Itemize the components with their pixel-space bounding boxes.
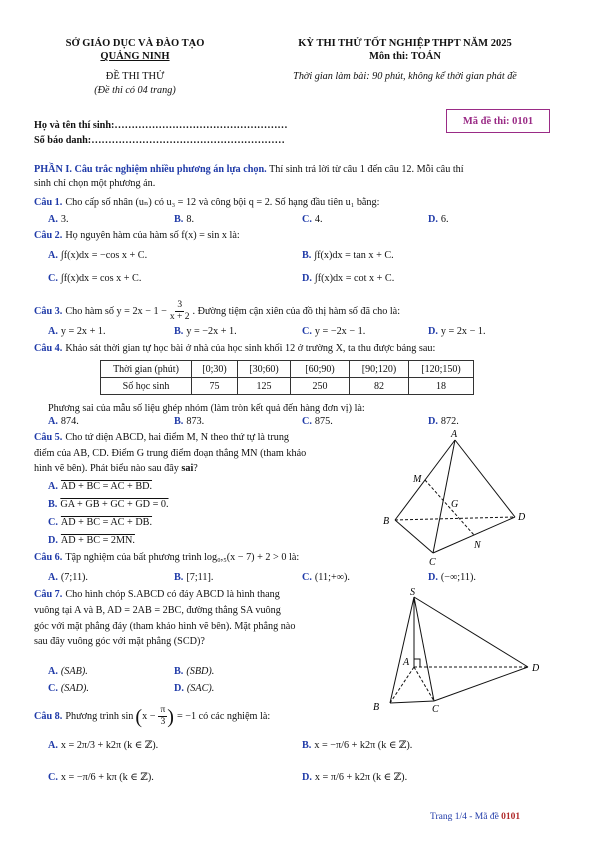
q1-d-text: 6. [440,214,449,225]
table-row [101,361,474,378]
table-cell: [0;30) [192,361,238,378]
q7-pyramid-figure [368,585,558,717]
q3-stem [34,300,400,323]
q7-stem-3: góc với mặt phẳng đáy (tham khảo hình vẽ bên). Mặt phẳng nào [34,621,296,632]
q6-text: Tập nghiệm của bất phương trình log₀,₅(x − 7) + 2 > 0 là: [65,552,300,563]
label-b: B [373,702,380,713]
table-cell: [60;90) [291,361,350,378]
page-footer [430,812,520,822]
table-row [101,378,474,395]
q3-number: Câu 3. [34,306,63,317]
q4-a-text: 874. [60,416,79,427]
q1-option-b[interactable]: B. 8. [174,214,194,225]
label-d: D [532,663,540,674]
q8-d-text: x = π/6 + k2π (k ∈ ℤ). [314,772,408,783]
q1-option-c[interactable]: C. 4. [302,214,323,225]
q5-tetrahedron-figure [375,428,535,568]
q7-b-text: (SBD). [186,666,215,677]
q7-option-a[interactable]: A. (SAB). [48,666,88,677]
q4-option-d[interactable]: D. 872. [428,416,459,427]
q6-option-c[interactable]: C. (11;+∞). [302,572,350,583]
table-cell: [30;60) [238,361,291,378]
q3-d-text: y = 2x − 1. [440,326,486,337]
edge-bd [395,517,515,520]
q6-option-a[interactable]: A. (7;11). [48,572,88,583]
q1-text: Cho cấp số nhân (uₙ) có u₃ = 12 và công bội q = 2. Số hạng đầu tiên u₁ bằng: [65,197,380,208]
subject: Môn thi: TOÁN [369,51,441,62]
school-dept: SỞ GIÁO DỤC VÀ ĐÀO TẠO [65,38,205,49]
table-cell: 75 [192,378,238,395]
province: QUẢNG NINH [100,51,170,62]
q3-a-text: y = 2x + 1. [60,326,106,337]
q7-stem-4: sau đây vuông góc với mặt phẳng (SCD)? [34,636,205,647]
student-id-line: Số báo danh:………………………………………………… [34,135,285,146]
q1-b-text: 8. [186,214,194,225]
q6-a-text: (7;11). [60,572,88,583]
q5-option-d[interactable]: D. AD + BC = 2MN. [48,535,135,546]
q7-a-text: (SAB). [60,666,88,677]
edge-sb [390,597,414,703]
q5-emph: sai [181,463,194,474]
q1-a-text: 3. [60,214,69,225]
q1-stem [34,197,379,208]
table-cell: 82 [350,378,409,395]
q7-option-b[interactable]: B. (SBD). [174,666,215,677]
q2-option-c[interactable]: C. ∫f(x)dx = cos x + C. [48,273,142,284]
table-cell: 250 [291,378,350,395]
q6-number: Câu 6. [34,552,63,563]
exam-type: ĐỀ THI THỬ [105,71,165,82]
q7-number: Câu 7. [34,589,63,600]
q1-c-text: 4. [314,214,323,225]
q2-stem [34,230,240,241]
part1-title: PHẦN I. Câu trắc nghiệm nhiều phương án lựa chọn. [34,164,267,175]
q6-option-d[interactable]: D. (−∞;11). [428,572,476,583]
q6-b-text: [7;11]. [186,572,214,583]
q3-text-pre: Cho hàm số y = 2x − 1 − [65,306,167,317]
table-cell: 125 [238,378,291,395]
q8-option-b[interactable]: B. x = −π/6 + k2π (k ∈ ℤ). [302,740,413,751]
exam-code-box: Mã đề thi: 0101 [446,109,550,133]
q4-frequency-table [100,360,474,395]
q8-c-text: x = −π/6 + kπ (k ∈ ℤ). [60,772,154,783]
q2-number: Câu 2. [34,230,63,241]
table-cell: [120;150) [409,361,474,378]
label-n: N [474,540,481,551]
q7-stem-2: vuông tại A và B, AD = 2AB = 2BC, đường thẳng SA vuông [34,605,281,616]
footer-code: 0101 [501,812,521,822]
q4-number: Câu 4. [34,343,63,354]
edge-sc [414,597,434,701]
q1-option-d[interactable]: D. 6. [428,214,449,225]
edge-ac [433,440,455,553]
q5-text-3b: ? [193,463,198,474]
table-header-time: Thời gian (phút) [101,361,192,378]
q5-option-c[interactable]: C. AD + BC = AC + DB. [48,517,153,528]
q8-stem [34,705,270,728]
q5-stem-3 [34,463,198,474]
q8-text-post: = −1 có các nghiệm là: [176,711,271,722]
q3-c-text: y = −2x − 1. [314,326,366,337]
q4-after: Phương sai của mẫu số liệu ghép nhóm (làm tròn kết quả đến hàng đơn vị) là: [48,403,365,414]
q7-text-1: Cho hình chóp S.ABCD có đáy ABCD là hình thang [65,589,280,600]
q8-option-c[interactable]: C. x = −π/6 + kπ (k ∈ ℤ). [48,772,154,783]
q3-option-b[interactable]: B. y = −2x + 1. [174,326,237,337]
q4-option-c[interactable]: C. 875. [302,416,333,427]
q2-b-text: ∫f(x)dx = tan x + C. [314,250,394,261]
q8-number: Câu 8. [34,711,63,722]
q2-d-text: ∫f(x)dx = cot x + C. [314,273,395,284]
label-m: M [413,474,422,485]
q8-text-pre: Phương trình sin [65,711,134,722]
label-a: A [403,657,410,668]
q5-number: Câu 5. [34,432,63,443]
q3-text-post: . Đường tiệm cận xiên của đồ thị hàm số đã cho là: [192,306,401,317]
q2-text: Họ nguyên hàm của hàm số f(x) = sin x là: [65,230,240,241]
q3-b-text: y = −2x + 1. [186,326,237,337]
q3-fraction [170,300,190,323]
q7-option-c[interactable]: C. (SAD). [48,683,89,694]
q8-left-paren: ( [135,705,143,728]
q6-d-text: (−∞;11). [440,572,476,583]
q6-c-text: (11;+∞). [314,572,350,583]
q5-c-text: AD + BC = AC + DB. [60,517,153,528]
q8-frac-den: 3 [160,717,166,727]
q2-a-text: ∫f(x)dx = −cos x + C. [60,250,148,261]
q2-option-d[interactable]: D. ∫f(x)dx = cot x + C. [302,273,395,284]
q4-text: Khảo sát thời gian tự học bài ở nhà của học sinh khối 12 ở trường X, ta thu được bảng sau: [65,343,436,354]
label-s: S [410,587,415,598]
edge-bc [390,701,434,703]
q8-frac-num: π [160,705,166,715]
q8-right-paren: ) [167,705,174,728]
q8-b-text: x = −π/6 + k2π (k ∈ ℤ). [314,740,413,751]
q4-option-a[interactable]: A. 874. [48,416,79,427]
q3-option-a[interactable]: A. y = 2x + 1. [48,326,106,337]
page-count: (Đề thi có 04 trang) [94,85,176,96]
edge-sd [414,597,528,667]
part1-desc2: sinh chỉ chọn một phương án. [34,178,156,189]
q8-fraction [158,705,167,728]
label-g: G [451,499,459,510]
q7-c-text: (SAD). [60,683,89,694]
q4-c-text: 875. [314,416,333,427]
q1-number: Câu 1. [34,197,63,208]
label-c: C [429,557,436,568]
q7-stem-1 [34,589,280,600]
q5-stem-1 [34,432,289,443]
exam-title: KỲ THI THỬ TỐT NGHIỆP THPT NĂM 2025 [298,38,512,49]
student-name-line: Họ và tên thí sinh:…………………………………………… [34,120,288,131]
segment-mn [425,480,474,535]
table-header-count: Số học sinh [101,378,192,395]
part1-heading [34,164,564,175]
time-allowed: Thời gian làm bài: 90 phút, không kể thời gian phát đề [293,71,517,82]
q8-option-a[interactable]: A. x = 2π/3 + k2π (k ∈ ℤ). [48,740,159,751]
q5-option-a[interactable]: A. AD + BC = AC + BD. [48,481,153,492]
q4-d-text: 872. [440,416,459,427]
label-b: B [383,516,390,527]
q8-option-d[interactable]: D. x = π/6 + k2π (k ∈ ℤ). [302,772,408,783]
q7-option-d[interactable]: D. (SAC). [174,683,215,694]
label-a: A [451,429,458,440]
q5-a-text: AD + BC = AC + BD. [60,481,153,492]
q2-option-a[interactable]: A. ∫f(x)dx = −cos x + C. [48,250,148,261]
q2-c-text: ∫f(x)dx = cos x + C. [60,273,142,284]
q6-stem [34,552,299,563]
q4-b-text: 873. [186,416,205,427]
edge-ad [455,440,515,517]
q5-option-b[interactable]: B. GA + GB + GC + GD = 0. [48,499,169,510]
q8-a-text: x = 2π/3 + k2π (k ∈ ℤ). [60,740,159,751]
q2-option-b[interactable]: B. ∫f(x)dx = tan x + C. [302,250,394,261]
table-cell: [90;120) [350,361,409,378]
label-d: D [518,512,526,523]
q5-b-text: GA + GB + GC + GD = 0. [60,499,169,510]
q7-d-text: (SAC). [186,683,215,694]
table-cell: 18 [409,378,474,395]
q4-stem [34,343,435,354]
q3-option-d[interactable]: D. y = 2x − 1. [428,326,486,337]
q6-option-b[interactable]: B. [7;11]. [174,572,214,583]
q3-frac-num: 3 [177,300,183,310]
q5-text-1: Cho tứ diện ABCD, hai điểm M, N theo thứ tự là trung [65,432,290,443]
q8-paren-a: x − [142,711,156,722]
q1-option-a[interactable]: A. 3. [48,214,69,225]
footer-page: Trang 1/4 - Mã đề [430,812,502,822]
q4-option-b[interactable]: B. 873. [174,416,205,427]
q5-d-text: AD + BC = 2MN. [60,535,135,546]
label-c: C [432,704,439,715]
q3-option-c[interactable]: C. y = −2x − 1. [302,326,366,337]
right-angle-mark [414,659,420,667]
q3-frac-den: x + 2 [169,312,190,322]
edge-bc [395,520,433,553]
part1-desc: Thí sinh trả lời từ câu 1 đến câu 12. Mỗi câu thí [266,164,464,175]
q5-text-3: hình vẽ bên). Phát biểu nào sau đây [34,463,182,474]
edge-cd [434,667,528,701]
q5-stem-2: điểm của AB, CD. Điểm G trung điểm đoạn thẳng MN (tham khảo [34,448,307,459]
